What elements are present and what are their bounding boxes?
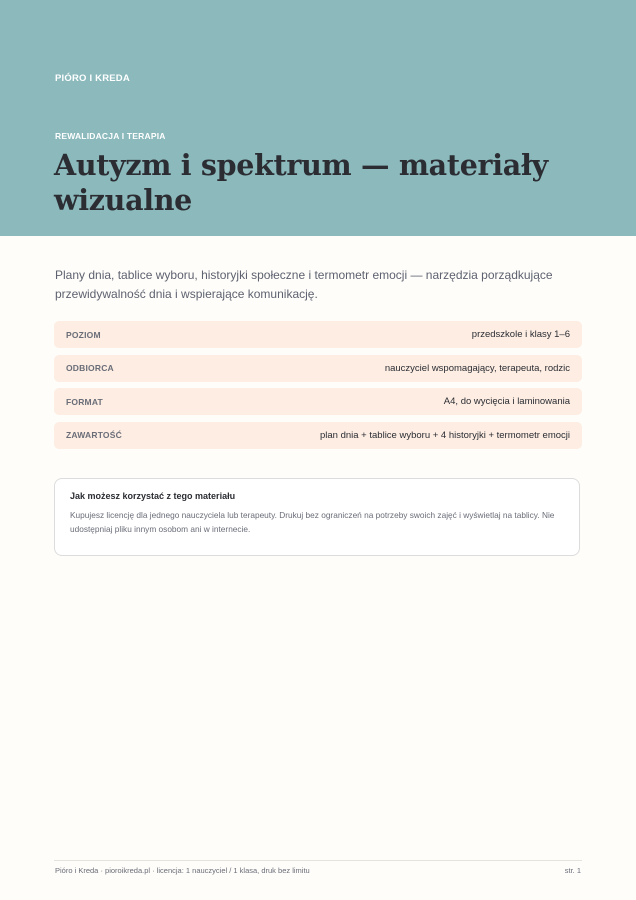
meta-key: FORMAT: [66, 396, 103, 407]
meta-value: przedszkole i klasy 1–6: [471, 329, 570, 340]
lead-paragraph: Plany dnia, tablice wyboru, historyjki społeczne i termometr emocji — narzędzia porządkujące przewidywalność dnia i wspierające komunikację.: [55, 268, 553, 301]
meta-key: ODBIORCA: [66, 363, 114, 373]
page-title: Autyzm i spektrum — materiały wizualne: [54, 148, 548, 217]
footer-info: Pióro i Kreda · pioroikreda.pl · licencja: 1 nauczyciel / 1 klasa, druk bez limitu: [55, 866, 310, 875]
license-title: Jak możesz korzystać z tego materiału: [70, 491, 236, 501]
meta-row-audience: [54, 355, 582, 382]
brand-name: PIÓRO I KREDA: [55, 73, 130, 84]
meta-table: [54, 321, 582, 455]
footer-divider: [54, 860, 582, 861]
meta-row-format: [54, 388, 582, 415]
meta-value: nauczyciel wspomagający, terapeuta, rodzic: [384, 362, 570, 374]
meta-value: plan dnia + tablice wyboru + 4 historyjki + termometr emocji: [319, 429, 570, 441]
page-number: str. 1: [564, 866, 581, 875]
meta-key: POZIOM: [66, 329, 101, 340]
category-label: REWALIDACJA I TERAPIA: [55, 131, 166, 141]
meta-row-contents: [54, 422, 582, 449]
license-text: Kupujesz licencję dla jednego nauczyciela lub terapeuty. Drukuj bez ograniczeń na potrzeby swoich zajęć i wyświetlaj na tablicy. Nie udostępniaj pliku innym osobom ani w internecie.: [70, 510, 555, 534]
meta-value: A4, do wycięcia i laminowania: [443, 396, 570, 407]
meta-key: ZAWARTOŚĆ: [66, 430, 122, 440]
license-box: [54, 478, 580, 556]
meta-row-level: [54, 321, 582, 348]
header-band: [0, 0, 636, 236]
